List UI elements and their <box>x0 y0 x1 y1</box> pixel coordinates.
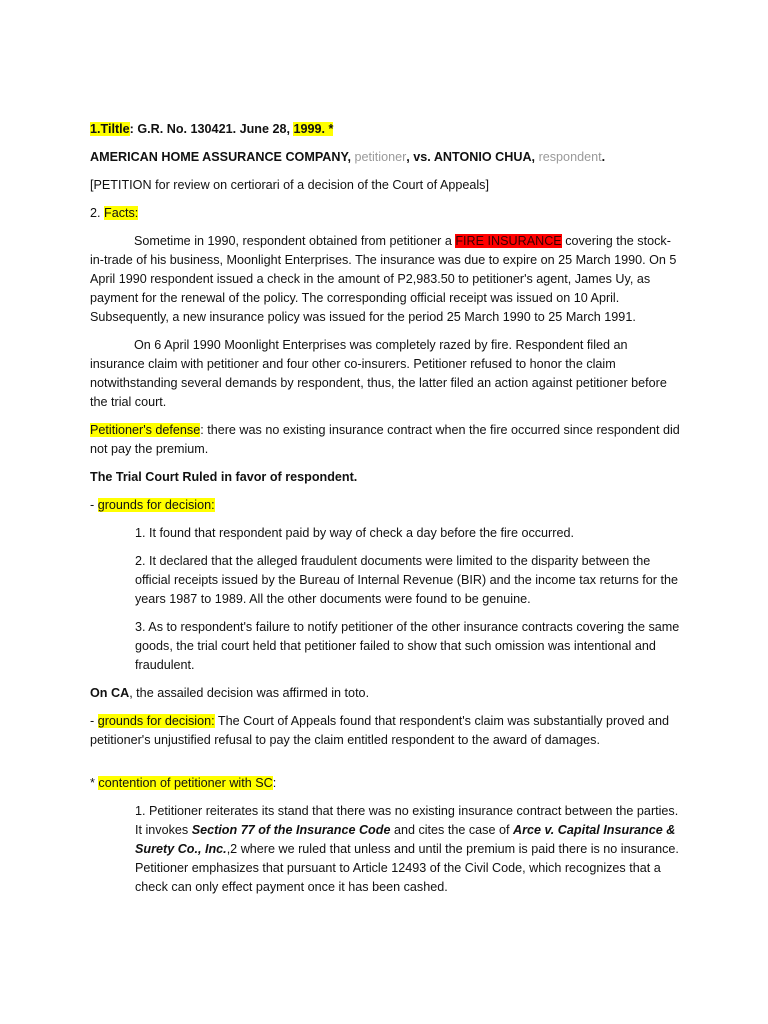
grounds-paragraph-2: - grounds for decision: The Court of Appeals found that respondent's claim was substantially proved and petitioner's unjustified refusal to pay the claim entitled respondent to the award of damages. <box>90 714 670 747</box>
facts-paragraph-2: On 6 April 1990 Moonlight Enterprises was completely razed by fire. Respondent filed an insurance claim with petitioner and four other co-insurers. Petitioner refused to honor the claim notwithstanding several demands by respondent, thus, the latter filed an action against petitioner before the trial court. <box>90 338 667 409</box>
section-reference: Section 77 of the Insurance Code <box>191 823 391 837</box>
title-label: 1.Tiltle <box>90 122 130 136</box>
trial-item-3: 3. As to respondent's failure to notify petitioner of the other insurance contracts covering the same goods, the trial court held that petitioner failed to show that such omission was intentional and fraudulent. <box>135 620 680 672</box>
company-name: AMERICAN HOME ASSURANCE COMPANY <box>90 150 348 164</box>
respondent-role: respondent <box>538 150 602 164</box>
grounds-label: grounds for decision: <box>97 498 215 512</box>
petition-note: [PETITION for review on certiorari of a decision of the Court of Appeals] <box>90 178 489 192</box>
petitioner-role: petitioner <box>354 150 407 164</box>
fire-insurance-highlight: FIRE INSURANCE <box>455 234 562 248</box>
case-reference: Arce v. Capital Insurance & Surety Co., Inc. <box>135 823 676 856</box>
defense-label: Petitioner's defense <box>90 423 201 437</box>
title-line: 1.Tiltle: G.R. No. 130421. June 28, 1999. * <box>90 122 334 136</box>
facts-paragraph-1: Sometime in 1990, respondent obtained from petitioner a FIRE INSURANCE covering the stock-in-trade of his business, Moonlight Enterprises. The insurance was due to expire on 25 March 1990. On 5 April 1990 respondent issued a check in the amount of P2,983.50 to petitioner's agent, James Uy, as payment for the renewal of the policy. The corresponding official receipt was issued on 10 April. Subsequently, a new insurance policy was issued for the period 25 March 1990 to 25 March 1991. <box>90 234 677 324</box>
parties-line: AMERICAN HOME ASSURANCE COMPANY, petitioner, vs. ANTONIO CHUA, respondent. <box>90 150 606 164</box>
facts-label: Facts: <box>104 206 139 220</box>
vs-text: , vs. ANTONIO CHUA, <box>406 150 536 164</box>
ca-paragraph: On CA, the assailed decision was affirmed in toto. <box>90 686 370 700</box>
facts-heading: 2. Facts: <box>90 206 139 220</box>
case-number: G.R. No. 130421. June 28, <box>137 122 290 136</box>
contention-heading: * contention of petitioner with SC: <box>90 776 277 790</box>
contention-paragraph-1: 1. Petitioner reiterates its stand that there was no existing insurance contract between the parties. It invokes Section 77 of the Insurance Code and cites the case of Arce v. Capital Insurance & Surety Co., Inc.,2 where we ruled that unless and until the premium is paid there is no insurance. Petitioner emphasizes that pursuant to Article 12493 of the Civil Code, which recognizes that a check can only effect payment once it has been cashed. <box>135 804 679 894</box>
trial-court-ruling: The Trial Court Ruled in favor of respondent. <box>90 470 358 484</box>
contention-label: contention of petitioner with SC <box>98 776 273 790</box>
case-year: 1999. * <box>293 122 334 136</box>
grounds-label-2: grounds for decision: <box>97 714 215 728</box>
document-body <box>90 120 680 906</box>
defense-paragraph: Petitioner's defense: there was no existing insurance contract when the fire occurred since respondent did not pay the premium. <box>90 423 680 456</box>
trial-item-1: 1. It found that respondent paid by way of check a day before the fire occurred. <box>135 526 574 540</box>
trial-item-2: 2. It declared that the alleged fraudulent documents were limited to the disparity between the official receipts issued by the Bureau of Internal Revenue (BIR) and the income tax returns for the years 1987 to 1989. All the other documents were found to be genuine. <box>135 554 678 606</box>
grounds-heading-1: - grounds for decision: <box>90 498 215 512</box>
